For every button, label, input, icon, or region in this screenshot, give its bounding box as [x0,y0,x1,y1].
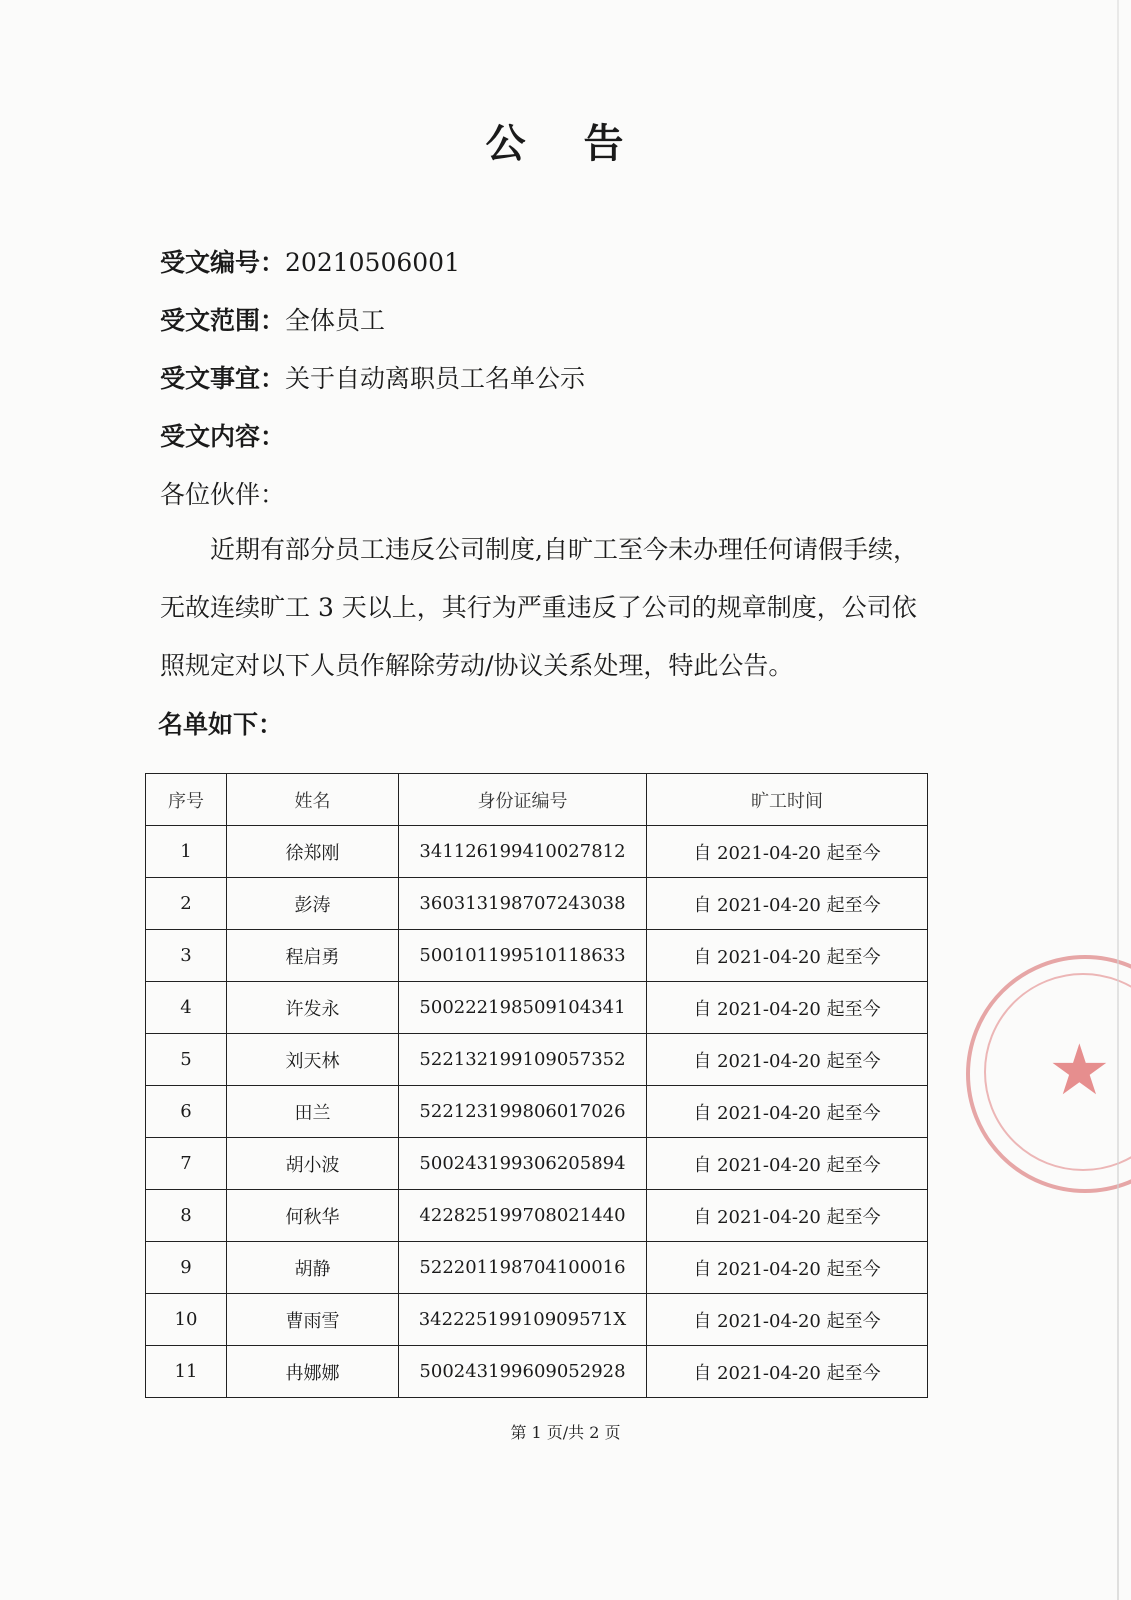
table-row [146,1242,928,1294]
row-name: 田兰 [227,1086,399,1138]
row-absence-time: 自 2021-04-20 起至今 [647,930,928,982]
table-row [146,878,928,930]
meta-value: 全体员工 [285,306,386,335]
header-id-number: 身份证编号 [399,774,647,826]
list-heading: 名单如下： [158,710,284,739]
row-id-number: 522201198704100016 [399,1242,647,1294]
document-title: 公 告 [485,121,646,167]
row-absence-time: 自 2021-04-20 起至今 [647,878,928,930]
row-name: 冉娜娜 [227,1346,399,1398]
meta-value: 关于自动离职员工名单公示 [285,364,586,393]
table-row [146,826,928,878]
row-id-number: 500222198509104341 [399,982,647,1034]
row-name: 彭涛 [227,878,399,930]
row-id-number: 341126199410027812 [399,826,647,878]
row-absence-time: 自 2021-04-20 起至今 [647,826,928,878]
scan-edge [1117,0,1119,1600]
row-absence-time: 自 2021-04-20 起至今 [647,1242,928,1294]
row-id-number: 500243199306205894 [399,1138,647,1190]
table-row [146,1294,928,1346]
header-absence-time: 旷工时间 [647,774,928,826]
table-row [146,982,928,1034]
row-name: 曹雨雪 [227,1294,399,1346]
row-id-number: 500243199609052928 [399,1346,647,1398]
row-id-number: 34222519910909571X [399,1294,647,1346]
row-id-number: 522123199806017026 [399,1086,647,1138]
meta-label: 受文内容： [160,422,286,451]
table-row [146,930,928,982]
row-absence-time: 自 2021-04-20 起至今 [647,1294,928,1346]
row-id-number: 522132199109057352 [399,1034,647,1086]
meta-value: 20210506001 [285,248,460,277]
row-id-number: 360313198707243038 [399,878,647,930]
table-row [146,1138,928,1190]
row-id-number: 422825199708021440 [399,1190,647,1242]
page-footer: 第 1 页/共 2 页 [510,1423,621,1442]
table-body [146,826,928,1398]
row-index: 3 [146,930,227,982]
row-absence-time: 自 2021-04-20 起至今 [647,1346,928,1398]
row-absence-time: 自 2021-04-20 起至今 [647,1190,928,1242]
row-index: 4 [146,982,227,1034]
row-index: 2 [146,878,227,930]
row-name: 程启勇 [227,930,399,982]
row-name: 许发永 [227,982,399,1034]
meta-doc-number [160,243,460,279]
row-absence-time: 自 2021-04-20 起至今 [647,1086,928,1138]
meta-scope [160,301,385,337]
row-absence-time: 自 2021-04-20 起至今 [647,1138,928,1190]
row-index: 6 [146,1086,227,1138]
row-name: 刘天林 [227,1034,399,1086]
body-paragraph: 近期有部分员工违反公司制度,自旷工至今未办理任何请假手续，无故连续旷工 3 天以上，其行为严重违反了公司的规章制度，公司依照规定对以下人员作解除劳动/协议关系处理，特此公告。 [160,535,918,680]
row-name: 徐郑刚 [227,826,399,878]
company-seal [966,955,1131,1193]
employee-table [145,773,928,1398]
header-name: 姓名 [227,774,399,826]
meta-subject [160,359,585,395]
table-row [146,1086,928,1138]
table-row [146,1034,928,1086]
meta-label: 受文事宜： [160,364,286,393]
row-index: 7 [146,1138,227,1190]
table-header-row [146,774,928,826]
meta-content [160,417,285,453]
row-name: 何秋华 [227,1190,399,1242]
row-absence-time: 自 2021-04-20 起至今 [647,1034,928,1086]
row-index: 1 [146,826,227,878]
row-index: 5 [146,1034,227,1086]
table-row [146,1190,928,1242]
table-row [146,1346,928,1398]
header-index: 序号 [146,774,227,826]
row-index: 9 [146,1242,227,1294]
meta-label: 受文范围： [160,306,286,335]
row-name: 胡小波 [227,1138,399,1190]
star-icon: ★ [1048,1029,1111,1111]
row-index: 11 [146,1346,227,1398]
row-name: 胡静 [227,1242,399,1294]
meta-label: 受文编号： [160,248,286,277]
row-id-number: 500101199510118633 [399,930,647,982]
row-index: 8 [146,1190,227,1242]
greeting: 各位伙伴： [160,480,286,509]
row-absence-time: 自 2021-04-20 起至今 [647,982,928,1034]
row-index: 10 [146,1294,227,1346]
